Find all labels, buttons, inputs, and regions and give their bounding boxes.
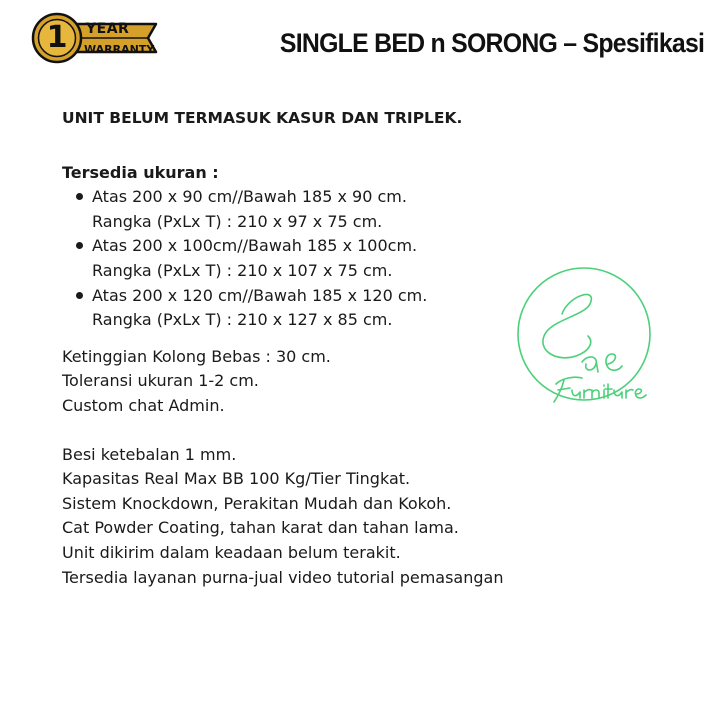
spec-content (62, 106, 532, 590)
bullet-icon (76, 242, 83, 249)
size-frame: Rangka (PxLx T) : 210 x 127 x 85 cm. (92, 310, 393, 330)
feature-line: Cat Powder Coating, tahan karat dan tahan lama. (62, 518, 459, 538)
logo-graphic (504, 256, 664, 416)
feature-line: Sistem Knockdown, Perakitan Mudah dan Kokoh. (62, 493, 452, 513)
warranty-label: WARRANTY (84, 43, 155, 56)
list-item (62, 185, 532, 234)
list-item (62, 284, 532, 333)
warranty-number: 1 (46, 20, 68, 55)
size-frame: Rangka (PxLx T) : 210 x 97 x 75 cm. (92, 211, 383, 231)
note-line: Toleransi ukuran 1-2 cm. (62, 371, 259, 391)
page-title: SINGLE BED n SORONG – Spesifikasi (279, 28, 704, 58)
size-top-bottom: Atas 200 x 90 cm//Bawah 185 x 90 cm. (92, 187, 407, 207)
notice-text: UNIT BELUM TERMASUK KASUR DAN TRIPLEK. (62, 109, 463, 127)
warranty-badge (32, 12, 160, 64)
bullet-icon (76, 193, 83, 200)
sizes-list (62, 185, 532, 333)
bullet-icon (76, 292, 83, 299)
sae-furniture-logo (504, 256, 664, 416)
feature-line: Besi ketebalan 1 mm. (62, 444, 237, 464)
features-block (62, 443, 532, 591)
notes-block (62, 345, 532, 419)
list-item (62, 234, 532, 283)
feature-line: Kapasitas Real Max BB 100 Kg/Tier Tingkat. (62, 469, 411, 489)
note-line: Custom chat Admin. (62, 395, 225, 415)
size-top-bottom: Atas 200 x 120 cm//Bawah 185 x 120 cm. (92, 285, 428, 305)
note-line: Ketinggian Kolong Bebas : 30 cm. (62, 346, 331, 366)
warranty-year-label: YEAR (86, 21, 130, 37)
feature-line: Tersedia layanan purna-jual video tutorial pemasangan (62, 567, 504, 587)
size-frame: Rangka (PxLx T) : 210 x 107 x 75 cm. (92, 260, 393, 280)
sizes-heading: Tersedia ukuran : (62, 162, 219, 182)
size-top-bottom: Atas 200 x 100cm//Bawah 185 x 100cm. (92, 236, 418, 256)
feature-line: Unit dikirim dalam keadaan belum terakit. (62, 542, 401, 562)
